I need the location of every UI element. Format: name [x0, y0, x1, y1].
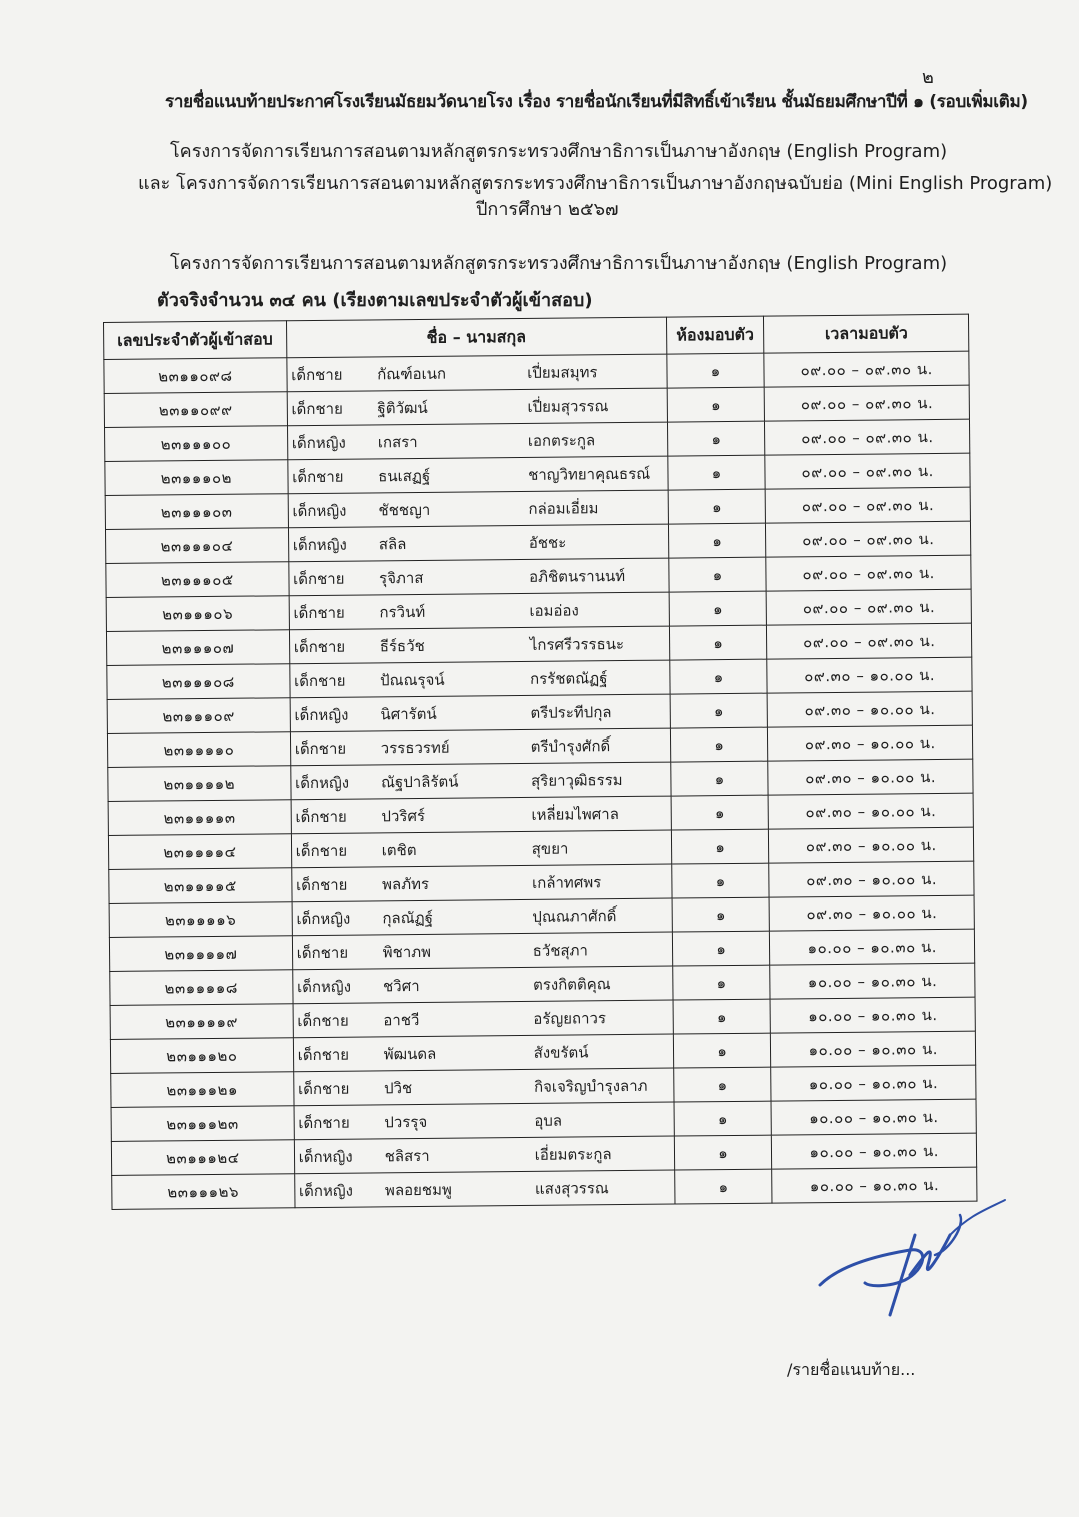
exam-id-cell: ๒๓๑๑๑๑๓: [108, 800, 291, 836]
name-cell: [287, 456, 667, 494]
name-prefix: เด็กหญิง: [292, 501, 347, 520]
last-name: สุริยาวุฒิธรรม: [530, 770, 623, 790]
name-prefix: เด็กชาย: [297, 1045, 350, 1064]
exam-id-cell: ๒๓๑๑๑๐๕: [106, 562, 289, 598]
room-cell: ๑: [670, 727, 768, 762]
name-cell: [289, 626, 669, 664]
first-name: สลิล: [378, 534, 407, 553]
exam-id-cell: ๒๓๑๑๑๐๓: [105, 494, 288, 530]
time-cell: ๐๙.๐๐ – ๐๙.๓๐ น.: [766, 555, 971, 591]
room-cell: ๑: [667, 387, 765, 422]
time-cell: ๑๐.๐๐ – ๑๐.๓๐ น.: [771, 1099, 976, 1135]
time-cell: ๐๙.๓๐ – ๑๐.๐๐ น.: [769, 827, 974, 863]
name-cell: [294, 1170, 674, 1208]
name-prefix: เด็กชาย: [294, 739, 347, 758]
name-prefix: เด็กหญิง: [298, 1147, 353, 1166]
name-prefix: เด็กชาย: [298, 1113, 350, 1132]
exam-id-cell: ๒๓๑๑๑๑๐: [107, 732, 290, 768]
exam-id-cell: ๒๓๑๑๑๑๗: [109, 936, 292, 972]
name-prefix: เด็กชาย: [291, 365, 343, 384]
room-cell: ๑: [667, 421, 765, 456]
first-name: ชวิศา: [382, 976, 420, 995]
first-name: ปวรรุจ: [384, 1112, 428, 1131]
page-number: ๒: [922, 67, 934, 88]
last-name: เปี่ยมสมุทร: [527, 362, 598, 382]
name-prefix: เด็กชาย: [292, 467, 344, 486]
room-cell: ๑: [674, 1135, 772, 1170]
last-name: กล่อมเอี่ยม: [528, 498, 599, 518]
last-name: เอกตระกูล: [527, 430, 596, 450]
last-name: อัชชะ: [528, 533, 567, 552]
exam-id-cell: ๒๓๑๑๑๐๗: [106, 630, 289, 666]
time-cell: ๐๙.๓๐ – ๑๐.๐๐ น.: [767, 657, 972, 693]
exam-id-cell: ๒๓๑๑๑๒๑: [111, 1072, 294, 1108]
first-name: ชลิสรา: [384, 1146, 430, 1165]
last-name: ชาญวิทยาคุณธรณ์: [528, 464, 651, 484]
name-prefix: เด็กหญิง: [291, 433, 346, 452]
exam-id-cell: ๒๓๑๑๑๑๖: [109, 902, 292, 938]
name-cell: [287, 422, 667, 460]
name-cell: [292, 898, 672, 936]
exam-id-cell: ๒๓๑๑๑๑๔: [108, 834, 291, 870]
room-cell: ๑: [673, 999, 771, 1034]
first-name: กุลณัฏฐ์: [382, 908, 434, 927]
last-name: สังขรัตน์: [533, 1042, 589, 1062]
room-cell: ๑: [671, 795, 769, 830]
header-exam-id: เลขประจำตัวผู้เข้าสอบ: [104, 321, 287, 360]
last-name: ตรงกิตติคุณ: [532, 974, 611, 994]
first-name: พลภัทร: [381, 874, 430, 893]
exam-id-cell: ๒๓๑๑๑๐๙: [107, 698, 290, 734]
name-cell: [293, 1034, 673, 1072]
exam-id-cell: ๒๓๑๑๑๑๙: [110, 1004, 293, 1040]
last-name: ตรีประทีปกุล: [530, 702, 612, 722]
name-cell: [293, 1000, 673, 1038]
exam-id-cell: ๒๓๑๑๑๐๔: [105, 528, 288, 564]
name-prefix: เด็กชาย: [291, 399, 343, 418]
continued-footer: /รายชื่อแนบท้าย...: [787, 1360, 916, 1379]
room-cell: ๑: [670, 693, 768, 728]
name-cell: [288, 558, 668, 596]
room-cell: ๑: [673, 1067, 771, 1102]
exam-id-cell: ๒๓๑๑๑๑๕: [109, 868, 292, 904]
exam-id-cell: ๒๓๑๑๑๒๖: [112, 1174, 295, 1210]
exam-id-cell: ๒๓๑๑๐๙๙: [104, 392, 287, 428]
name-cell: [288, 524, 668, 562]
name-cell: [290, 762, 670, 800]
header-room: ห้องมอบตัว: [666, 316, 764, 354]
first-name: ธีร์ธวัช: [379, 636, 425, 655]
room-cell: ๑: [671, 829, 769, 864]
exam-id-cell: ๒๓๑๑๑๑๘: [110, 970, 293, 1006]
time-cell: ๐๙.๐๐ – ๐๙.๓๐ น.: [765, 385, 970, 421]
time-cell: ๑๐.๐๐ – ๑๐.๓๐ น.: [771, 1065, 976, 1101]
program-line-mini-english: และ โครงการจัดการเรียนการสอนตามหลักสูตรกระทรวงศึกษาธิการเป็นภาษาอังกฤษฉบับย่อ (Mini English Program): [138, 173, 1053, 194]
name-cell: [289, 660, 669, 698]
last-name: ธวัชสุภา: [532, 940, 589, 960]
name-cell: [290, 694, 670, 732]
name-prefix: เด็กชาย: [293, 637, 346, 656]
name-prefix: เด็กชาย: [295, 807, 347, 826]
exam-id-cell: ๒๓๑๑๑๐๒: [105, 460, 288, 496]
room-cell: ๑: [668, 557, 766, 592]
time-cell: ๐๙.๐๐ – ๐๙.๓๐ น.: [767, 589, 972, 625]
room-cell: ๑: [673, 1033, 771, 1068]
name-cell: [291, 864, 671, 902]
first-name: พัฒนดล: [383, 1044, 437, 1063]
room-cell: ๑: [674, 1169, 772, 1204]
header-time: เวลามอบตัว: [764, 314, 969, 353]
name-cell: [288, 490, 668, 528]
time-cell: ๐๙.๐๐ – ๐๙.๓๐ น.: [765, 419, 970, 455]
room-cell: ๑: [668, 489, 766, 524]
room-cell: ๑: [672, 931, 770, 966]
name-cell: [294, 1102, 674, 1140]
first-name: เกสรา: [377, 432, 418, 451]
header-name: ชื่อ – นามสกุล: [286, 317, 666, 358]
time-cell: ๑๐.๐๐ – ๑๐.๓๐ น.: [772, 1167, 977, 1203]
name-cell: [287, 354, 667, 392]
academic-year: ปีการศึกษา ๒๕๖๗: [476, 199, 619, 220]
exam-id-cell: ๒๓๑๑๑๒๐: [110, 1038, 293, 1074]
last-name: ไกรศรีวรรธนะ: [529, 634, 625, 654]
name-prefix: เด็กหญิง: [296, 977, 352, 996]
name-prefix: เด็กชาย: [297, 1079, 350, 1098]
last-name: เอมอ่อง: [529, 600, 579, 620]
first-name: ฐิติวัฒน์: [377, 398, 428, 417]
first-name: ณัฐปาลิรัตน์: [380, 772, 459, 791]
time-cell: ๑๐.๐๐ – ๑๐.๓๐ น.: [772, 1133, 977, 1169]
last-name: เหลี่ยมไพศาล: [531, 804, 619, 824]
name-cell: [294, 1136, 674, 1174]
student-table: [103, 314, 977, 1210]
last-name: กรรัชตณัฏฐ์: [530, 668, 608, 688]
name-cell: [292, 966, 672, 1004]
last-name: ปุณณภาศักดิ์: [532, 906, 617, 926]
name-cell: [289, 592, 669, 630]
time-cell: ๐๙.๓๐ – ๑๐.๐๐ น.: [769, 793, 974, 829]
name-prefix: เด็กชาย: [297, 1011, 349, 1030]
name-cell: [291, 830, 671, 868]
signature-image: [810, 1195, 1020, 1325]
time-cell: ๐๙.๐๐ – ๐๙.๓๐ น.: [767, 623, 972, 659]
room-cell: ๑: [669, 659, 767, 694]
time-cell: ๐๙.๓๐ – ๑๐.๐๐ น.: [768, 691, 973, 727]
first-name: ชัชชญา: [378, 500, 431, 519]
exam-id-cell: ๒๓๑๑๑๐๖: [106, 596, 289, 632]
room-cell: ๑: [669, 625, 767, 660]
last-name: แสงสุวรรณ: [534, 1178, 609, 1198]
first-name: อาชวี: [383, 1010, 420, 1029]
name-prefix: เด็กชาย: [294, 671, 346, 690]
first-name: ปัณณรุจน์: [380, 670, 445, 689]
count-line: ตัวจริงจำนวน ๓๔ คน (เรียงตามเลขประจำตัวผู้เข้าสอบ): [157, 290, 593, 311]
exam-id-cell: ๒๓๑๑๐๙๘: [104, 358, 287, 394]
first-name: เตชิต: [381, 840, 417, 859]
time-cell: ๐๙.๐๐ – ๐๙.๓๐ น.: [766, 487, 971, 523]
time-cell: ๐๙.๓๐ – ๑๐.๐๐ น.: [768, 759, 973, 795]
first-name: กัณฑ์อเนก: [377, 364, 447, 383]
first-name: นิศารัตน์: [380, 704, 437, 723]
room-cell: ๑: [672, 965, 770, 1000]
room-cell: ๑: [671, 863, 769, 898]
name-prefix: เด็กหญิง: [295, 773, 350, 792]
exam-id-cell: ๒๓๑๑๑๐๐: [105, 426, 288, 462]
room-cell: ๑: [667, 455, 765, 490]
name-cell: [290, 728, 670, 766]
name-cell: [292, 932, 672, 970]
first-name: วรรธวรทย์: [380, 738, 450, 757]
time-cell: ๐๙.๐๐ – ๐๙.๓๐ น.: [764, 351, 969, 387]
name-cell: [287, 388, 667, 426]
first-name: พิชาภพ: [382, 942, 432, 961]
last-name: เอี่ยมตระกูล: [534, 1144, 612, 1164]
section-heading: โครงการจัดการเรียนการสอนตามหลักสูตรกระทรวงศึกษาธิการเป็นภาษาอังกฤษ (English Program): [170, 253, 948, 274]
table-body: [104, 351, 977, 1209]
room-cell: ๑: [670, 761, 768, 796]
last-name: สุขยา: [531, 839, 569, 858]
first-name: ธนเสฏฐ์: [378, 466, 431, 485]
name-prefix: เด็กหญิง: [292, 535, 347, 554]
student-table-wrapper: [103, 314, 977, 1210]
room-cell: ๑: [669, 591, 767, 626]
name-prefix: เด็กหญิง: [294, 705, 349, 724]
first-name: ปวริศร์: [381, 806, 426, 825]
document-title: รายชื่อแนบท้ายประกาศโรงเรียนมัธยมวัดนายโรง เรื่อง รายชื่อนักเรียนที่มีสิทธิ์เข้าเรียน ชั้นมัธยมศึกษาปีที่ ๑ (รอบเพิ่มเติม): [165, 92, 1028, 112]
last-name: อภิชิตนรานนท์: [529, 566, 626, 586]
exam-id-cell: ๒๓๑๑๑๐๘: [107, 664, 290, 700]
room-cell: ๑: [666, 353, 764, 388]
exam-id-cell: ๒๓๑๑๑๑๒: [108, 766, 291, 802]
time-cell: ๐๙.๓๐ – ๑๐.๐๐ น.: [769, 861, 974, 897]
program-line-english: โครงการจัดการเรียนการสอนตามหลักสูตรกระทรวงศึกษาธิการเป็นภาษาอังกฤษ (English Program): [170, 141, 948, 162]
exam-id-cell: ๒๓๑๑๑๒๓: [111, 1106, 294, 1142]
last-name: เปี่ยมสุวรรณ: [527, 396, 609, 416]
name-prefix: เด็กหญิง: [296, 909, 351, 928]
name-cell: [293, 1068, 673, 1106]
room-cell: ๑: [674, 1101, 772, 1136]
last-name: ตรีบำรุงศักดิ์: [530, 736, 611, 756]
last-name: กิจเจริญบำรุงลาภ: [533, 1076, 648, 1096]
first-name: กรวินท์: [379, 602, 426, 621]
time-cell: ๑๐.๐๐ – ๑๐.๓๐ น.: [771, 1031, 976, 1067]
first-name: ปวิช: [383, 1078, 413, 1097]
last-name: อุบล: [534, 1111, 563, 1130]
last-name: เกล้าทศพร: [531, 872, 602, 892]
name-prefix: เด็กชาย: [295, 841, 348, 860]
time-cell: ๑๐.๐๐ – ๑๐.๓๐ น.: [770, 929, 975, 965]
time-cell: ๐๙.๐๐ – ๐๙.๓๐ น.: [765, 453, 970, 489]
name-prefix: เด็กชาย: [293, 569, 345, 588]
name-prefix: เด็กชาย: [296, 943, 349, 962]
room-cell: ๑: [668, 523, 766, 558]
time-cell: ๐๙.๓๐ – ๑๐.๐๐ น.: [769, 895, 974, 931]
first-name: รุจิภาส: [379, 568, 424, 587]
room-cell: ๑: [672, 897, 770, 932]
name-prefix: เด็กชาย: [293, 603, 345, 622]
name-cell: [291, 796, 671, 834]
last-name: อรัญยถาวร: [533, 1008, 607, 1028]
name-prefix: เด็กชาย: [295, 875, 348, 894]
exam-id-cell: ๒๓๑๑๑๒๔: [111, 1140, 294, 1176]
name-prefix: เด็กหญิง: [298, 1181, 354, 1200]
time-cell: ๑๐.๐๐ – ๑๐.๓๐ น.: [770, 997, 975, 1033]
time-cell: ๐๙.๓๐ – ๑๐.๐๐ น.: [768, 725, 973, 761]
first-name: พลอยชมพู: [384, 1180, 452, 1199]
time-cell: ๐๙.๐๐ – ๐๙.๓๐ น.: [766, 521, 971, 557]
time-cell: ๑๐.๐๐ – ๑๐.๓๐ น.: [770, 963, 975, 999]
